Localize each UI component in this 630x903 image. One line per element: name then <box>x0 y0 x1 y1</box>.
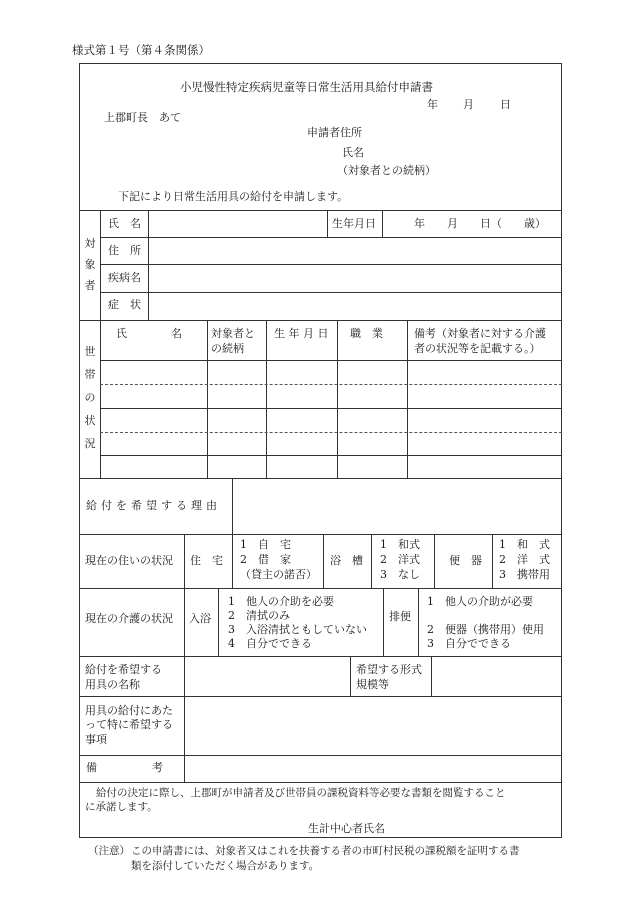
special-requests-label-2: って特に希望する <box>85 718 173 731</box>
rule <box>184 588 185 656</box>
household-col-note: 備考（対象者に対する介護 <box>414 327 546 340</box>
rule <box>184 656 185 696</box>
housing-label: 現在の住いの状況 <box>85 554 173 567</box>
rule <box>79 696 562 697</box>
bathtub-label: 浴 槽 <box>330 554 363 567</box>
household-row-divider <box>100 432 562 433</box>
bathtub-option: 1 和式 <box>380 538 420 551</box>
consent-text: 給付の決定に際し、上郡町が申請者及び世帯員の課税資料等必要な書類を閲覧すること <box>96 787 506 799</box>
rule <box>418 588 419 656</box>
rule <box>100 210 101 320</box>
applicant-address-label: 申請者住所 <box>307 126 362 139</box>
subject-birth-label: 生年月日 <box>332 217 376 230</box>
care-excretion-label: 排便 <box>389 610 411 623</box>
rule <box>100 237 562 238</box>
toilet-option: 2 洋 式 <box>499 553 550 566</box>
rule <box>79 755 562 756</box>
equipment-name-label: 給付を希望する <box>85 663 162 676</box>
rule <box>382 210 383 237</box>
rule <box>79 588 562 589</box>
household-row-divider <box>100 384 562 385</box>
reason-label: 給付を希望する理由 <box>86 499 221 512</box>
household-section-label: 世 帯 の 状 況 <box>84 345 96 450</box>
rule <box>148 210 149 320</box>
rule <box>79 320 562 321</box>
household-col-relation: 対象者と <box>211 327 255 340</box>
rule <box>79 534 562 535</box>
care-bath-label: 入浴 <box>189 612 211 625</box>
rule <box>371 534 372 588</box>
household-row-divider <box>100 360 562 361</box>
subject-address-label: 住 所 <box>108 244 141 257</box>
rule <box>184 755 185 782</box>
date-year-label: 年 <box>427 98 438 111</box>
rule <box>383 588 384 656</box>
rule <box>100 264 562 265</box>
household-head-signature-label: 生計中心者氏名 <box>308 822 385 835</box>
applicant-relation-label: （対象者との続柄） <box>337 164 436 177</box>
application-statement: 下記により日常生活用具の給付を申請します。 <box>118 190 349 203</box>
rule <box>434 534 435 588</box>
rule <box>184 534 185 588</box>
rule <box>79 210 562 211</box>
household-col-relation-2: の続柄 <box>211 342 244 355</box>
consent-text-2: に承諾します。 <box>85 801 158 813</box>
note-text-2: 類を添付していただく場合があります。 <box>131 860 320 872</box>
care-bath-option: 1 他人の介助を必要 <box>228 595 334 608</box>
rule <box>100 292 562 293</box>
date-month-label: 月 <box>463 98 474 111</box>
rule <box>492 534 493 588</box>
care-excretion-option: 1 他人の介助が必要 <box>427 595 533 608</box>
care-label: 現在の介護の状況 <box>85 612 173 625</box>
rule <box>79 782 562 783</box>
house-option: （貸主の諾否） <box>240 568 317 581</box>
rule <box>350 656 351 696</box>
toilet-label: 便 器 <box>449 554 482 567</box>
house-option: 2 借 家 <box>240 553 291 566</box>
form-number: 様式第１号（第４条関係） <box>72 43 210 57</box>
household-col-birth: 生 年 月 日 <box>274 327 329 340</box>
special-requests-label: 用具の給付にあた <box>85 704 173 717</box>
household-col-name: 氏 名 <box>116 327 182 340</box>
rule <box>79 656 562 657</box>
date-day-label: 日 <box>500 98 511 111</box>
toilet-option: 1 和 式 <box>499 538 550 551</box>
note-text: この申請書には、対象者又はこれを扶養する者の市町村民税の課税額を証明する書 <box>131 845 520 857</box>
rule <box>327 210 328 237</box>
care-excretion-option: 2 便器（携帯用）使用 <box>427 623 544 636</box>
bathtub-option: 2 洋式 <box>380 553 420 566</box>
subject-birth-value: 年 月 日（ 歳） <box>414 217 546 230</box>
rule <box>79 478 562 479</box>
subject-symptom-label: 症 状 <box>108 298 141 311</box>
subject-name-label: 氏 名 <box>108 217 141 230</box>
care-bath-option: 3 入浴清拭ともしていない <box>228 623 367 636</box>
household-col-note-2: 者の状況等を記載する。） <box>414 342 541 355</box>
care-bath-option: 4 自分でできる <box>228 637 312 650</box>
care-excretion-option: 3 自分でできる <box>427 637 511 650</box>
rule <box>232 534 233 588</box>
rule <box>218 588 219 656</box>
applicant-name-label: 氏名 <box>342 146 364 159</box>
care-bath-option: 2 清拭のみ <box>228 609 290 622</box>
rule <box>431 656 432 696</box>
household-row-divider <box>100 408 562 409</box>
note-label: （注意） <box>88 845 130 857</box>
subject-section-label: 対 象 者 <box>84 237 96 292</box>
equipment-form-label: 希望する形式 <box>356 663 422 676</box>
bathtub-option: 3 なし <box>380 568 420 581</box>
toilet-option: 3 携帯用 <box>499 568 550 581</box>
rule <box>184 696 185 755</box>
rule <box>232 478 233 534</box>
form-title: 小児慢性特定疾病児童等日常生活用具給付申請書 <box>180 80 433 94</box>
equipment-form-label-2: 規模等 <box>356 678 389 691</box>
house-label: 住 宅 <box>190 554 223 567</box>
equipment-name-label-2: 用具の名称 <box>85 678 140 691</box>
household-row-divider <box>100 455 562 456</box>
rule <box>323 534 324 588</box>
addressee: 上郡町長 あて <box>104 111 181 124</box>
remarks-label: 備 考 <box>86 761 163 774</box>
household-col-job: 職 業 <box>350 327 383 340</box>
subject-disease-label: 疾病名 <box>108 271 141 284</box>
house-option: 1 自 宅 <box>240 538 291 551</box>
special-requests-label-3: 事項 <box>85 733 107 746</box>
